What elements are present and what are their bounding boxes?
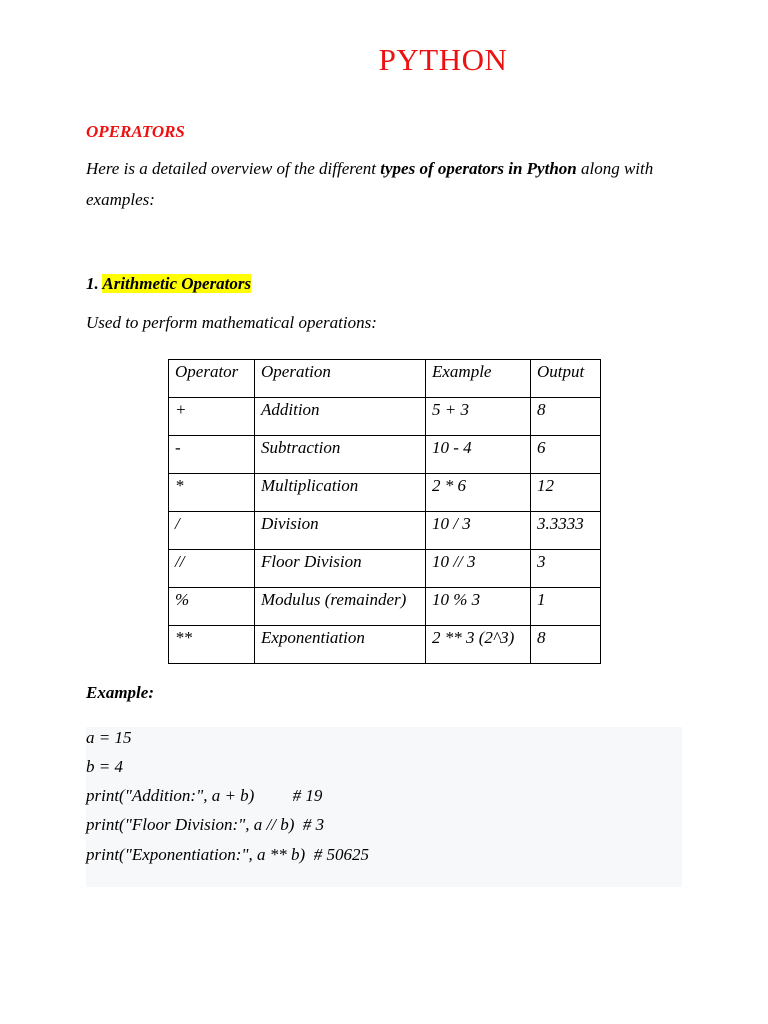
table-header-cell: Operator — [169, 360, 255, 398]
table-cell: 10 // 3 — [426, 550, 531, 588]
table-cell: 2 * 6 — [426, 474, 531, 512]
code-line: print("Exponentiation:", a ** b) # 50625 — [86, 845, 369, 864]
table-header-cell: Operation — [255, 360, 426, 398]
table-cell: 12 — [531, 474, 601, 512]
table-cell: 3.3333 — [531, 512, 601, 550]
table-cell: Modulus (remainder) — [255, 588, 426, 626]
arithmetic-heading — [86, 274, 251, 294]
code-line: a = 15 — [86, 728, 132, 747]
table-cell: // — [169, 550, 255, 588]
operators-table — [168, 359, 601, 664]
table-cell: 6 — [531, 436, 601, 474]
table-cell: 2 ** 3 (2^3) — [426, 626, 531, 664]
table-header-cell: Example — [426, 360, 531, 398]
table-cell: * — [169, 474, 255, 512]
code-block — [86, 727, 682, 887]
table-cell: 10 - 4 — [426, 436, 531, 474]
table-cell: Exponentiation — [255, 626, 426, 664]
section-heading: OPERATORS — [86, 122, 185, 141]
table-cell: Multiplication — [255, 474, 426, 512]
table-header-row — [169, 360, 601, 398]
table-cell: + — [169, 398, 255, 436]
code-line: print("Addition:", a + b) # 19 — [86, 786, 323, 805]
table-cell: 8 — [531, 398, 601, 436]
intro-text-end: along with examples: — [86, 159, 654, 209]
intro-text-start: Here is a detailed overview of the different — [86, 159, 381, 178]
table-cell: % — [169, 588, 255, 626]
page-title: PYTHON — [378, 42, 508, 77]
table-cell: 5 + 3 — [426, 398, 531, 436]
intro-paragraph — [86, 153, 696, 215]
table-cell: - — [169, 436, 255, 474]
code-line: print("Floor Division:", a // b) # 3 — [86, 815, 325, 834]
table-header-cell: Output — [531, 360, 601, 398]
table-cell: ** — [169, 626, 255, 664]
table-row — [169, 588, 601, 626]
table-cell: 10 % 3 — [426, 588, 531, 626]
intro-bold-text: types of operators in Python — [380, 159, 577, 178]
arithmetic-title: Arithmetic Operators — [102, 274, 252, 293]
table-cell: 10 / 3 — [426, 512, 531, 550]
table-cell: Division — [255, 512, 426, 550]
table-row — [169, 512, 601, 550]
table-cell: 8 — [531, 626, 601, 664]
table-row — [169, 626, 601, 664]
table-cell: Addition — [255, 398, 426, 436]
table-row — [169, 436, 601, 474]
table-cell: 1 — [531, 588, 601, 626]
table-cell: 3 — [531, 550, 601, 588]
table-cell: / — [169, 512, 255, 550]
table-cell: Subtraction — [255, 436, 426, 474]
example-label: Example: — [86, 683, 154, 702]
code-line: b = 4 — [86, 757, 123, 776]
table-row — [169, 398, 601, 436]
table-row — [169, 550, 601, 588]
arithmetic-description: Used to perform mathematical operations: — [86, 313, 377, 332]
arithmetic-number: 1. — [86, 274, 103, 293]
table-row — [169, 474, 601, 512]
table-cell: Floor Division — [255, 550, 426, 588]
